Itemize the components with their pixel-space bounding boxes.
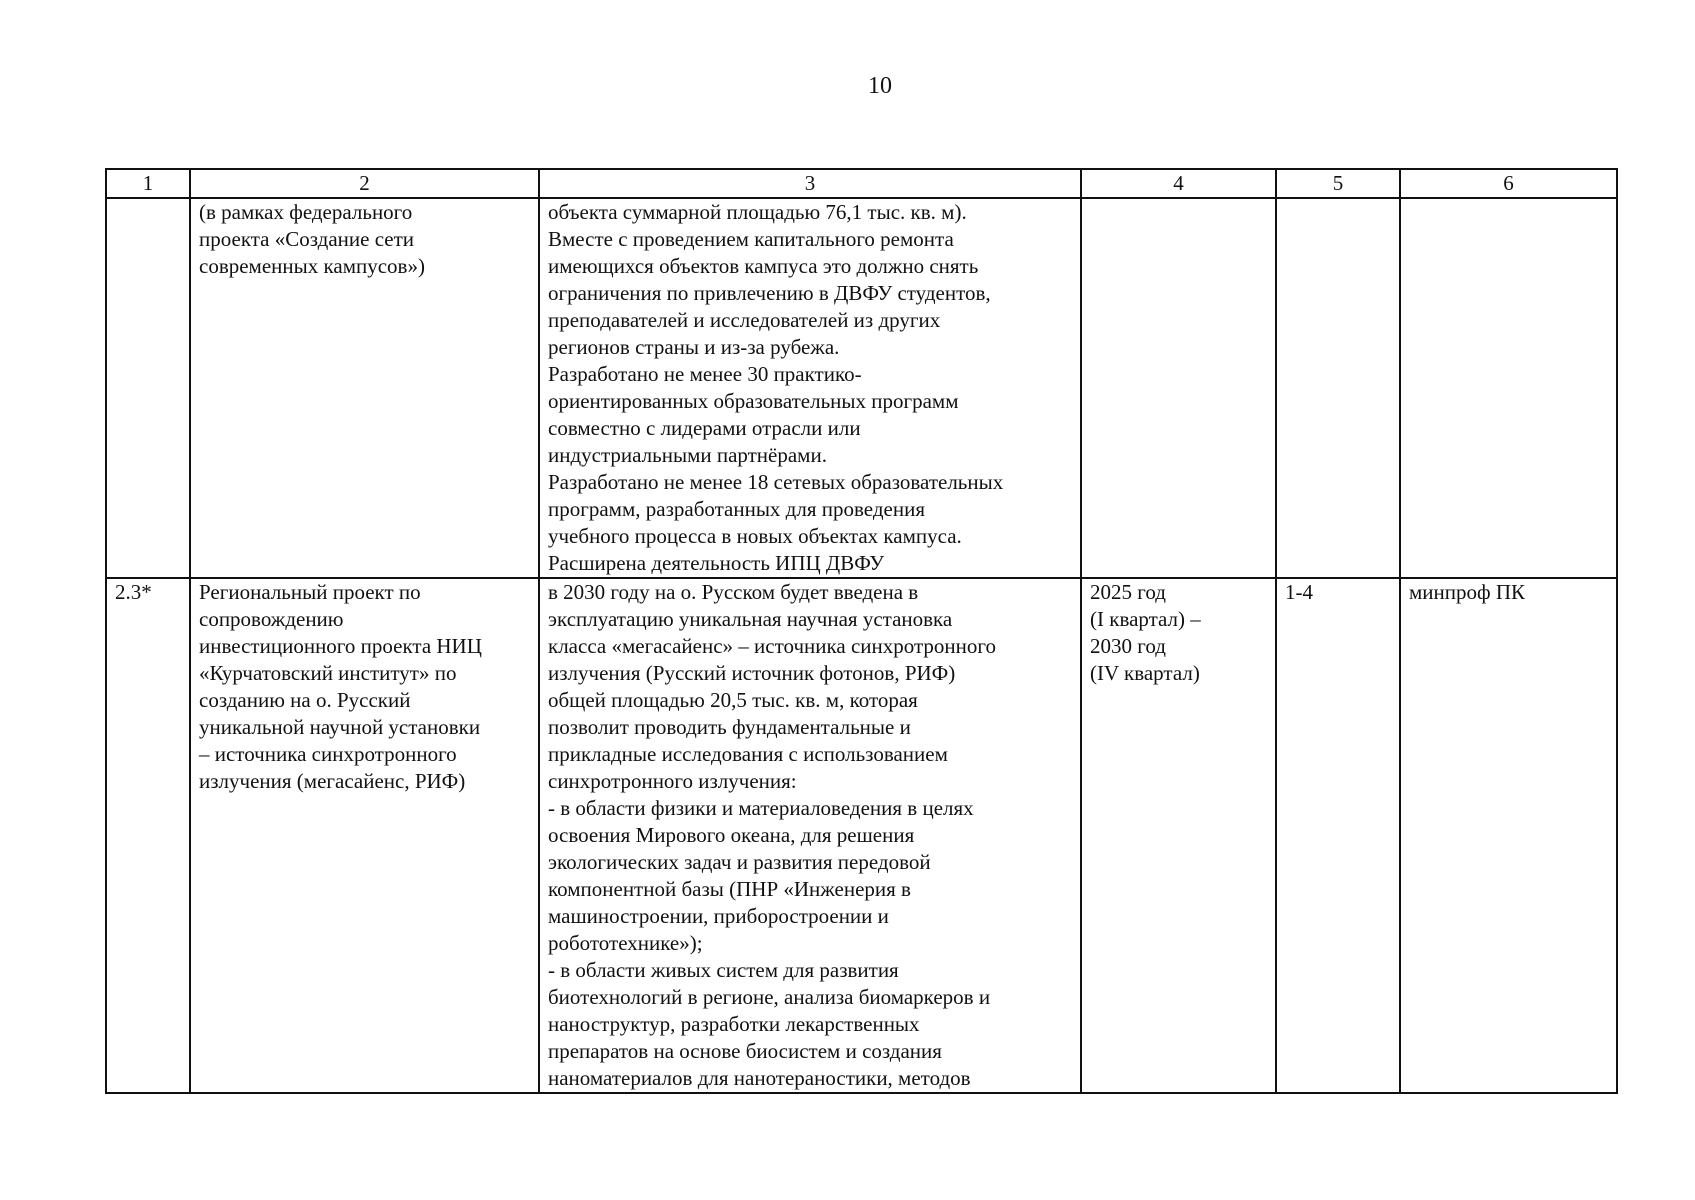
- project-name-line: излучения (мегасайенс, РИФ): [199, 769, 466, 793]
- result-line: робототехнике»);: [548, 931, 703, 955]
- project-name-cell: [190, 198, 539, 578]
- stage-value: 1-4: [1285, 580, 1313, 604]
- result-line: препаратов на основе биосистем и создания: [548, 1039, 942, 1063]
- result-line: ориентированных образовательных программ: [548, 389, 959, 413]
- result-line: совместно с лидерами отрасли или: [548, 416, 861, 440]
- project-name-line: созданию на о. Русский: [199, 688, 411, 712]
- result-line: Вместе с проведением капитального ремонта: [548, 227, 954, 251]
- responsible-cell: [1400, 578, 1617, 1093]
- result-line: ограничения по привлечению в ДВФУ студентов,: [548, 281, 991, 305]
- stage-cell: [1276, 578, 1400, 1093]
- period-line: 2025 год: [1090, 580, 1166, 604]
- period-line: (I квартал) –: [1090, 607, 1201, 631]
- result-line: в 2030 году на о. Русском будет введена в: [548, 580, 919, 604]
- result-line: Разработано не менее 18 сетевых образовательных: [548, 470, 1004, 494]
- result-line: объекта суммарной площадью 76,1 тыс. кв. м).: [548, 200, 967, 224]
- column-header: 2: [190, 169, 539, 198]
- result-line: Разработано не менее 30 практико-: [548, 362, 862, 386]
- result-line: программ, разработанных для проведения: [548, 497, 925, 521]
- result-line: излучения (Русский источник фотонов, РИФ): [548, 661, 956, 685]
- result-line: синхротронного излучения:: [548, 769, 797, 793]
- result-line: - в области физики и материаловедения в целях: [548, 796, 974, 820]
- table-row: [106, 578, 1617, 1093]
- period-cell: [1081, 198, 1276, 578]
- result-cell: [539, 198, 1081, 578]
- program-table: [105, 168, 1618, 1094]
- result-line: общей площадью 20,5 тыс. кв. м, которая: [548, 688, 918, 712]
- result-line: освоения Мирового океана, для решения: [548, 823, 915, 847]
- result-line: класса «мегасайенс» – источника синхротронного: [548, 634, 996, 658]
- result-line: эксплуатацию уникальная научная установка: [548, 607, 953, 631]
- result-line: компонентной базы (ПНР «Инженерия в: [548, 877, 911, 901]
- project-name-cell: [190, 578, 539, 1093]
- result-line: - в области живых систем для развития: [548, 958, 899, 982]
- column-header: 6: [1400, 169, 1617, 198]
- column-header: 1: [106, 169, 190, 198]
- result-line: индустриальными партнёрами.: [548, 443, 827, 467]
- responsible-cell: [1400, 198, 1617, 578]
- result-line: преподавателей и исследователей из других: [548, 308, 941, 332]
- result-line: регионов страны и из-за рубежа.: [548, 335, 840, 359]
- result-line: наноматериалов для нанотераностики, методов: [548, 1066, 971, 1090]
- result-line: наноструктур, разработки лекарственных: [548, 1012, 920, 1036]
- result-line: учебного процесса в новых объектах кампуса.: [548, 524, 962, 548]
- result-line: имеющихся объектов кампуса это должно снять: [548, 254, 979, 278]
- result-line: биотехнологий в регионе, анализа биомаркеров и: [548, 985, 991, 1009]
- table-header-row: [106, 169, 1617, 198]
- project-name-line: уникальной научной установки: [199, 715, 481, 739]
- result-cell: [539, 578, 1081, 1093]
- row-number: 2.3*: [115, 580, 152, 604]
- project-name-line: современных кампусов»): [199, 254, 425, 278]
- project-name-line: (в рамках федерального: [199, 200, 413, 224]
- project-name-line: – источника синхротронного: [199, 742, 457, 766]
- stage-cell: [1276, 198, 1400, 578]
- table-row: [106, 198, 1617, 578]
- project-name-line: Региональный проект по: [199, 580, 421, 604]
- responsible-value: минпроф ПК: [1409, 580, 1526, 604]
- result-line: машиностроении, приборостроении и: [548, 904, 889, 928]
- row-number-cell: [106, 578, 190, 1093]
- project-name-line: проекта «Создание сети: [199, 227, 415, 251]
- column-header: 5: [1276, 169, 1400, 198]
- column-header: 3: [539, 169, 1081, 198]
- period-line: 2030 год: [1090, 634, 1166, 658]
- period-cell: [1081, 578, 1276, 1093]
- project-name-line: инвестиционного проекта НИЦ: [199, 634, 482, 658]
- result-line: прикладные исследования с использованием: [548, 742, 948, 766]
- row-number-cell: [106, 198, 190, 578]
- column-header: 4: [1081, 169, 1276, 198]
- result-line: позволит проводить фундаментальные и: [548, 715, 911, 739]
- page-number: 10: [868, 73, 892, 99]
- project-name-line: сопровождению: [199, 607, 344, 631]
- period-line: (IV квартал): [1090, 661, 1200, 685]
- result-line: экологических задач и развития передовой: [548, 850, 931, 874]
- project-name-line: «Курчатовский институт» по: [199, 661, 457, 685]
- result-line: Расширена деятельность ИПЦ ДВФУ: [548, 551, 885, 575]
